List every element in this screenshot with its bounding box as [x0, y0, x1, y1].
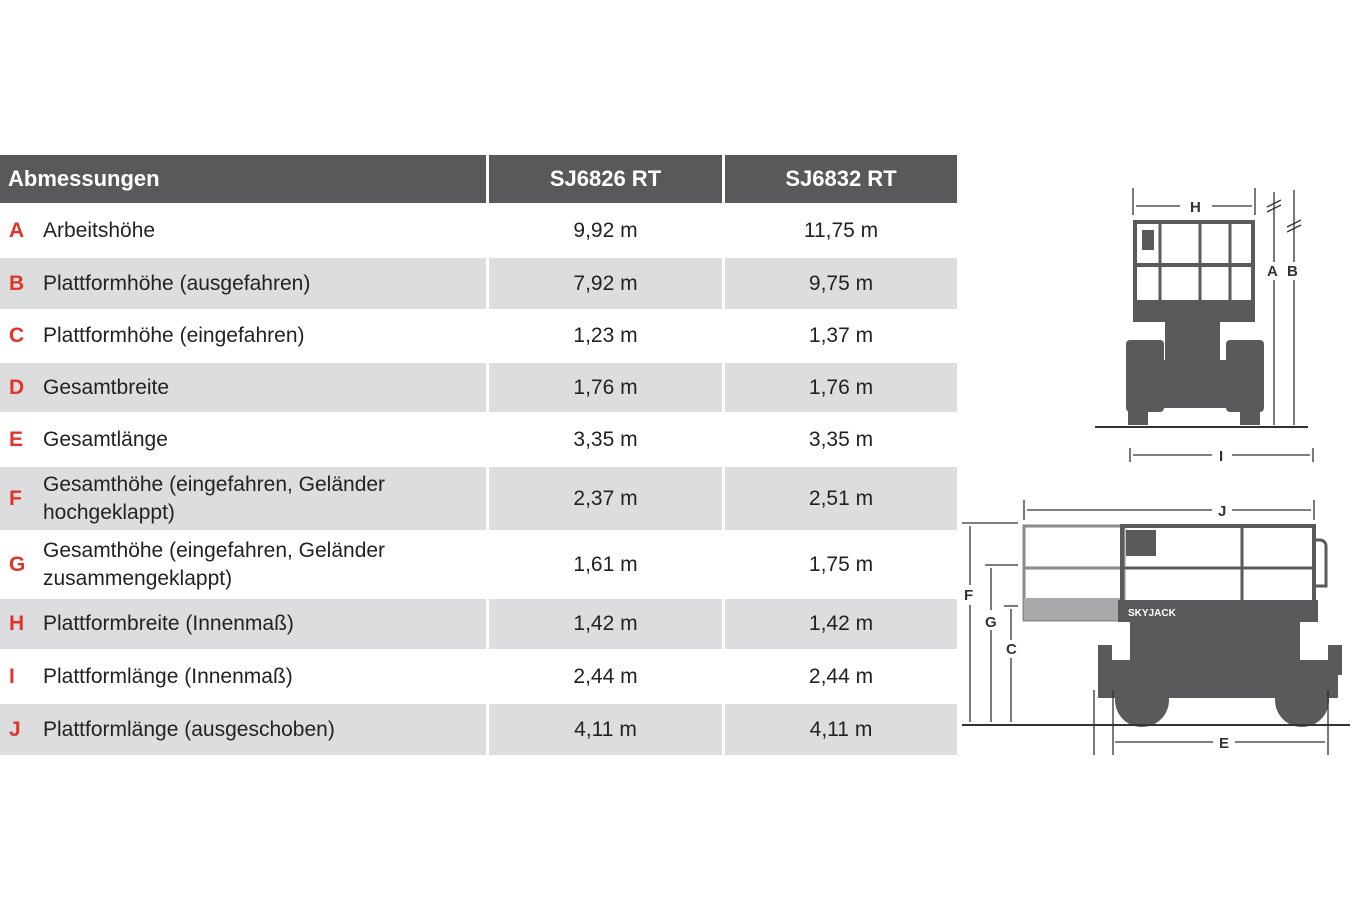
- dim-label-j: J: [1218, 503, 1227, 520]
- row-value-model-2: 11,75 m: [803, 218, 879, 242]
- row-value-model-2: 1,76 m: [725, 363, 957, 412]
- row-label: Plattformbreite (Innenmaß): [43, 612, 294, 635]
- row-label-cell: [0, 467, 486, 530]
- row-value-model-1: 3,35 m: [573, 427, 638, 451]
- row-value-model-1: 1,61 m: [573, 552, 638, 576]
- dim-label-e: E: [1219, 735, 1230, 752]
- row-value-model-1: 1,23 m: [573, 324, 638, 347]
- header-model-1: SJ6826 RT: [489, 155, 722, 203]
- row-letter: J: [9, 717, 21, 741]
- row-letter: F: [9, 486, 22, 510]
- row-value-model-1: 2,44 m: [573, 664, 638, 688]
- table-row: [0, 309, 957, 363]
- front-view: [1095, 222, 1308, 427]
- front-dimensions: [1130, 188, 1313, 462]
- row-label-cell: [0, 258, 486, 309]
- table-row: [0, 649, 957, 704]
- table-row: [0, 363, 957, 412]
- dim-label-f: F: [964, 587, 974, 604]
- row-label: Plattformhöhe (ausgefahren): [43, 271, 311, 295]
- row-value-model-2: 4,11 m: [725, 704, 957, 755]
- row-value-model-1: 1,76 m: [489, 363, 722, 412]
- header-label: Abmessungen: [0, 155, 486, 203]
- table-row: [0, 599, 957, 649]
- row-letter: G: [9, 552, 26, 576]
- row-value-model-2: 1,42 m: [725, 599, 957, 649]
- row-value-model-2: 3,35 m: [808, 427, 874, 451]
- row-value-model-1: 4,11 m: [489, 704, 722, 755]
- row-label: Gesamthöhe (eingefahren, Geländer hochgeklappt): [43, 472, 386, 524]
- side-view: [962, 526, 1350, 727]
- dim-label-a: A: [1267, 263, 1278, 280]
- row-letter: E: [9, 427, 24, 451]
- row-letter: H: [9, 612, 25, 635]
- row-label-cell: [0, 599, 486, 649]
- row-label-cell: [0, 309, 486, 363]
- row-letter: A: [9, 218, 25, 242]
- row-label: Gesamtlänge: [43, 427, 168, 451]
- row-label: Plattformlänge (Innenmaß): [43, 664, 293, 688]
- row-letter: B: [9, 271, 25, 295]
- dim-label-h: H: [1190, 199, 1201, 216]
- row-value-model-2: 2,44 m: [808, 664, 874, 688]
- row-letter: D: [9, 375, 25, 399]
- table-row: [0, 530, 957, 599]
- row-label-cell: [0, 649, 486, 704]
- table-row: [0, 203, 957, 258]
- row-label-cell: [0, 203, 486, 258]
- table-row: [0, 467, 957, 530]
- row-letter: C: [9, 324, 25, 347]
- row-label-cell: [0, 363, 486, 412]
- row-value-model-1: 7,92 m: [489, 258, 722, 309]
- row-value-model-2: 2,51 m: [725, 467, 957, 530]
- dimensions-table: [0, 155, 957, 755]
- row-value-model-1: 9,92 m: [573, 218, 638, 242]
- table-header: [0, 155, 957, 203]
- dim-label-i: I: [1219, 448, 1224, 465]
- table-row: [0, 258, 957, 309]
- header-model-2: SJ6832 RT: [725, 155, 957, 203]
- row-value-model-1: 2,37 m: [489, 467, 722, 530]
- row-letter: I: [9, 664, 15, 688]
- table-body: [0, 203, 957, 755]
- row-value-model-2: 1,37 m: [808, 324, 874, 347]
- row-label: Plattformhöhe (eingefahren): [43, 324, 305, 347]
- row-value-model-2: 1,75 m: [808, 552, 874, 576]
- brand-logo: SKYJACK: [1128, 608, 1176, 619]
- row-label-cell: [0, 412, 486, 467]
- machine-diagram: [955, 180, 1367, 770]
- row-label: Gesamtbreite: [43, 375, 170, 399]
- dim-label-c: C: [1006, 641, 1017, 658]
- row-label-cell: [0, 704, 486, 755]
- row-value-model-1: 1,42 m: [489, 599, 722, 649]
- dim-label-b: B: [1287, 263, 1298, 280]
- row-label-cell: [0, 530, 486, 599]
- row-value-model-2: 9,75 m: [725, 258, 957, 309]
- table-row: [0, 412, 957, 467]
- row-label: Plattformlänge (ausgeschoben): [43, 717, 335, 741]
- table-row: [0, 704, 957, 755]
- dim-label-g: G: [985, 614, 997, 631]
- row-label: Arbeitshöhe: [43, 218, 156, 242]
- row-label: Gesamthöhe (eingefahren, Geländer zusammengeklappt): [43, 538, 386, 590]
